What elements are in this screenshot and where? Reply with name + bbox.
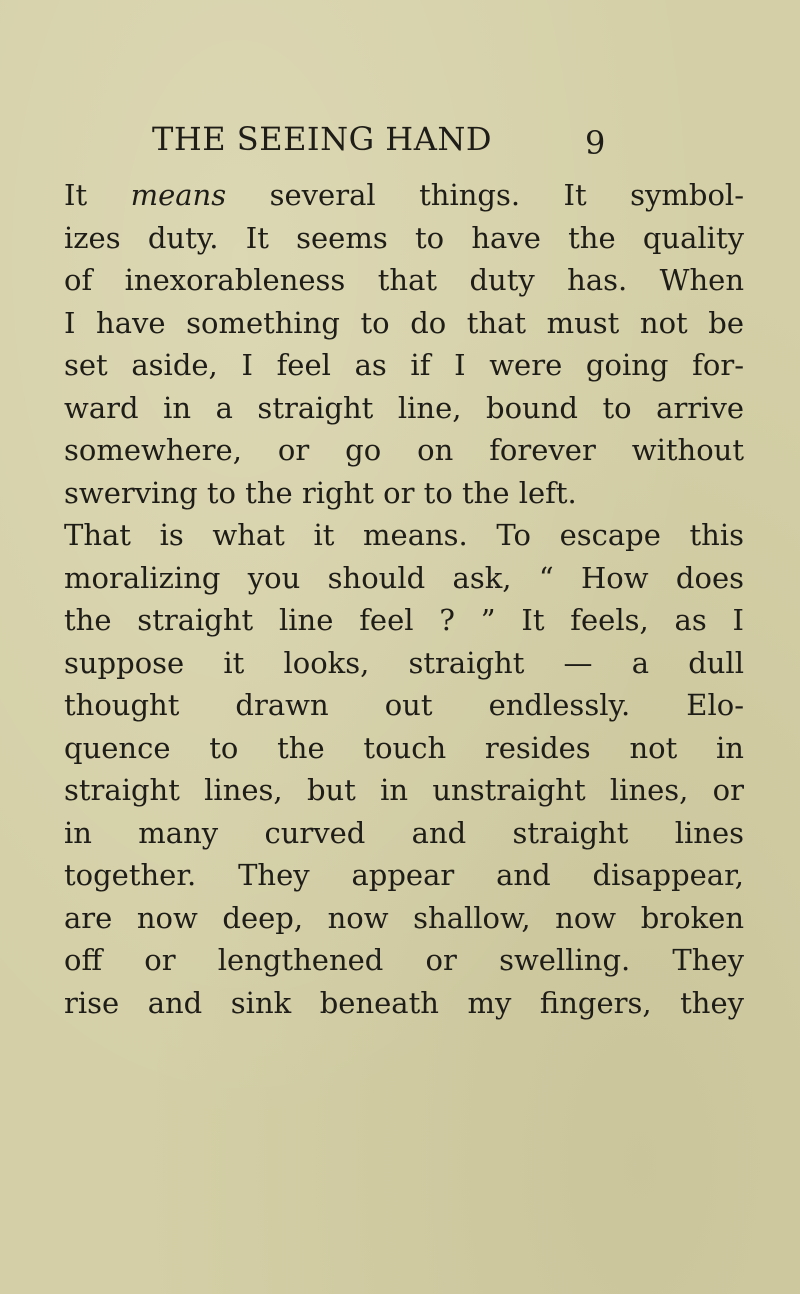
text-line: set aside, I feel as if I were going for- — [64, 348, 744, 382]
running-head — [152, 116, 612, 162]
running-title: THE SEEING HAND — [152, 120, 492, 158]
text-line: swerving to the right or to the left. — [64, 475, 577, 510]
text-line: suppose it looks, straight — a dull — [64, 645, 744, 680]
text-line: straight lines, but in unstraight lines, or — [64, 773, 744, 807]
emphasized-word: means — [130, 178, 227, 212]
text-line: thought drawn out endlessly. Elo- — [64, 688, 744, 722]
text-line: I have something to do that must not be — [64, 305, 744, 340]
text-line: rise and sink beneath my fingers, they — [64, 985, 744, 1020]
text-line: quence to the touch resides not in — [64, 730, 744, 765]
text-line: izes duty. It seems to have the quality — [64, 220, 744, 255]
text-line: in many curved and straight lines — [64, 815, 744, 850]
text-line: somewhere, or go on forever without — [64, 433, 744, 467]
page-number: 9 — [585, 124, 606, 162]
text-line: ward in a straight line, bound to arrive — [64, 390, 744, 425]
text-line: off or lengthened or swelling. They — [64, 943, 744, 977]
text-line: It means several things. It symbol- — [64, 178, 744, 212]
text-line: moralizing you should ask, “ How does — [64, 560, 744, 595]
text-line: of inexorableness that duty has. When — [64, 263, 744, 297]
text-line: together. They appear and disappear, — [64, 858, 744, 892]
text-line: That is what it means. To escape this — [64, 518, 744, 552]
body-text — [64, 174, 744, 1024]
text-line: the straight line feel ? ” It feels, as I — [64, 603, 744, 637]
text-line: are now deep, now shallow, now broken — [64, 900, 744, 935]
